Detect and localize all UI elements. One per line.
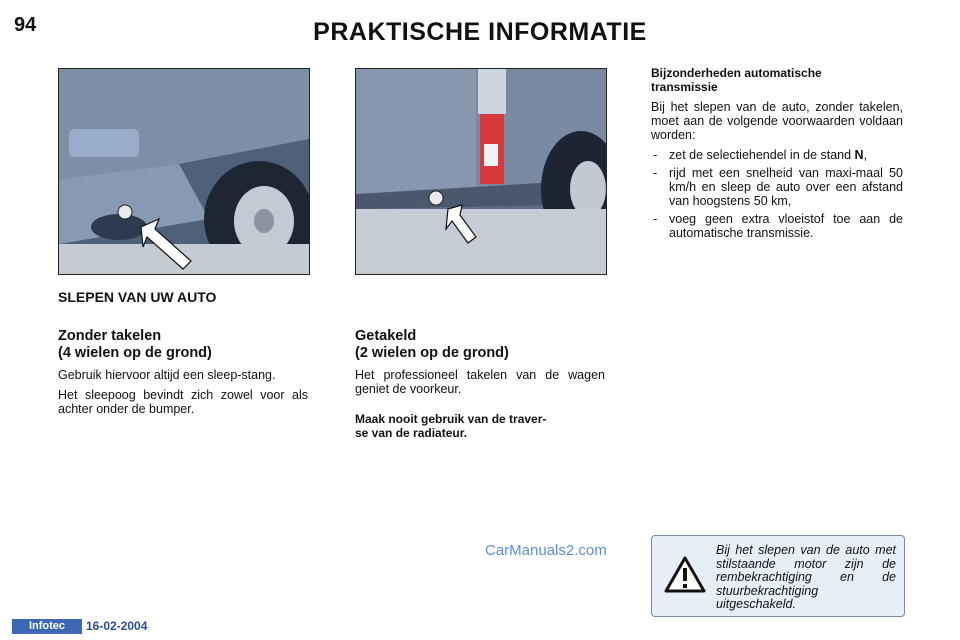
conditions-list	[651, 148, 903, 240]
list-item: - rijd met een snelheid van maxi-maal 50 km/h en sleep de auto over een afstand van hoogstens 50 km,	[651, 166, 903, 208]
radiator-warning-note: Maak nooit gebruik van de traver- se van de radiateur.	[355, 412, 547, 440]
rear-towing-eye-photo	[355, 68, 607, 275]
warning-triangle-icon	[664, 556, 706, 594]
warning-text: Bij het slepen van de auto met stilstaande motor zijn de rembekrachtiging en de stuurbekrachtiging uitgeschakeld.	[716, 543, 896, 611]
watermark: CarManuals2.com	[485, 542, 607, 559]
page-number: 94	[14, 14, 37, 36]
right-intro: Bij het slepen van de auto, zonder takelen, moet aan de volgende voorwaarden voldaan worden:	[651, 100, 903, 142]
middle-column	[355, 328, 605, 440]
page-title: PRAKTISCHE INFORMATIE	[313, 18, 647, 46]
left-column	[58, 328, 308, 422]
left-paragraph-1: Gebruik hiervoor altijd een sleep-stang.	[58, 368, 276, 382]
section-heading: SLEPEN VAN UW AUTO	[58, 289, 217, 305]
right-column	[651, 66, 903, 244]
list-item: - zet de selectiehendel in de stand N,	[651, 148, 903, 162]
middle-paragraph: Het professioneel takelen van de wagen geniet de voorkeur.	[355, 368, 605, 396]
list-item: - voeg geen extra vloeistof toe aan de automatische transmissie.	[651, 212, 903, 240]
warning-box	[651, 535, 905, 617]
left-paragraph-2: Het sleepoog bevindt zich zowel voor als achter onder de bumper.	[58, 388, 308, 416]
infotec-logo: Infotec	[12, 619, 82, 634]
footer-date: 16-02-2004	[86, 619, 148, 633]
front-towing-eye-photo	[58, 68, 310, 275]
right-heading: Bijzonderheden automatische transmissie	[651, 66, 822, 94]
middle-subheading: Getakeld (2 wielen op de grond)	[355, 328, 509, 361]
left-subheading: Zonder takelen (4 wielen op de grond)	[58, 328, 212, 361]
